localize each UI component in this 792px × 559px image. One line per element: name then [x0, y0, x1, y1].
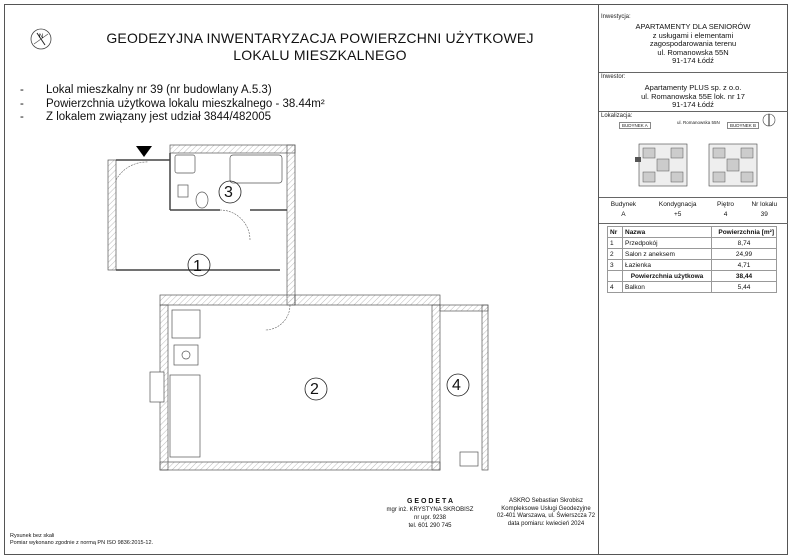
- unit-summary: [20, 84, 325, 125]
- table-row: 3 Łazienka 4,71: [608, 260, 777, 271]
- inwestor-label: Inwestor:: [601, 74, 626, 80]
- rooms-header: Powierzchnia [m²]: [712, 227, 777, 238]
- lokalizacja-label: Lokalizacja:: [601, 113, 633, 119]
- unit-header: Nr lokalu: [751, 200, 778, 208]
- geodeta-title: G E O D E T A: [406, 498, 454, 505]
- location-map: [629, 139, 779, 194]
- document-title: [60, 30, 580, 64]
- room-label-2: 2: [310, 381, 319, 398]
- unit-value: 39: [760, 210, 768, 218]
- bullet-item: - Z lokalem związany jest udział 3844/482005: [20, 111, 272, 123]
- unit-info-table: [601, 199, 787, 219]
- budynek-b-label: BUDYNEK B: [727, 122, 759, 129]
- company-block: ASKRO Sebastian Skrobisz Kompleksowe Usługi Geodezyjne 02-401 Warszawa, ul. Świerszcza 72 data pomiaru: kwiecień 2024: [496, 498, 596, 527]
- inwestycja-text: APARTAMENTY DLA SENIORÓW z usługami i elementami zagospodarowania terenu ul. Romanowska 55N 91-174 Łódź: [635, 22, 751, 65]
- table-row: 1 Przedpokój 8,74: [608, 238, 777, 249]
- north-compass-icon: [28, 26, 54, 52]
- lokalizacja-street: ul. Romanowska 55N: [677, 120, 720, 125]
- unit-value: A: [621, 210, 626, 218]
- unit-header: Piętro: [717, 200, 735, 208]
- rooms-header: Nr: [608, 227, 623, 238]
- room-label-4: 4: [452, 377, 461, 394]
- unit-value: +5: [673, 210, 682, 218]
- compass-small-icon: [761, 112, 777, 128]
- title-line-1: GEODEZYJNA INWENTARYZACJA POWIERZCHNI UŻYTKOWEJ: [106, 30, 534, 46]
- room-label-3: 3: [224, 184, 233, 201]
- bullet-item: - Lokal mieszkalny nr 39 (nr budowlany A.5.3): [20, 84, 272, 96]
- total-row: Powierzchnia użytkowa 38,44: [608, 271, 777, 282]
- room-label-1: 1: [193, 258, 202, 275]
- budynek-a-label: BUDYNEK A: [619, 122, 651, 129]
- floor-plan: [100, 140, 500, 480]
- rooms-header: Nazwa: [623, 227, 712, 238]
- table-row: 4 Balkon 5,44: [608, 282, 777, 293]
- footer-notes: Rysunek bez skali Pomiar wykonano zgodnie z normą PN ISO 9836:2015-12.: [10, 533, 154, 546]
- surveyor-block: G E O D E T A mgr inż. KRYSTYNA SKROBISZ nr upr. 9238 tel. 601 290 745: [380, 498, 480, 530]
- rooms-table: [607, 226, 777, 293]
- inwestor-text: Apartamenty PLUS sp. z o.o. ul. Romanowska 55E lok. nr 17 91-174 Łódź: [641, 83, 745, 109]
- entrance-marker-icon: [136, 146, 152, 157]
- info-panel: [598, 4, 788, 555]
- compass-label: N: [39, 34, 44, 40]
- unit-header: Budynek: [610, 200, 637, 208]
- table-row: 2 Salon z aneksem 24,99: [608, 249, 777, 260]
- bullet-item: - Powierzchnia użytkowa lokalu mieszkalnego - 38.44m²: [20, 97, 325, 110]
- unit-header: Kondygnacja: [658, 200, 697, 208]
- inwestycja-label: Inwestycja:: [601, 14, 631, 20]
- title-line-2: LOKALU MIESZKALNEGO: [233, 47, 407, 63]
- unit-value: 4: [723, 210, 728, 218]
